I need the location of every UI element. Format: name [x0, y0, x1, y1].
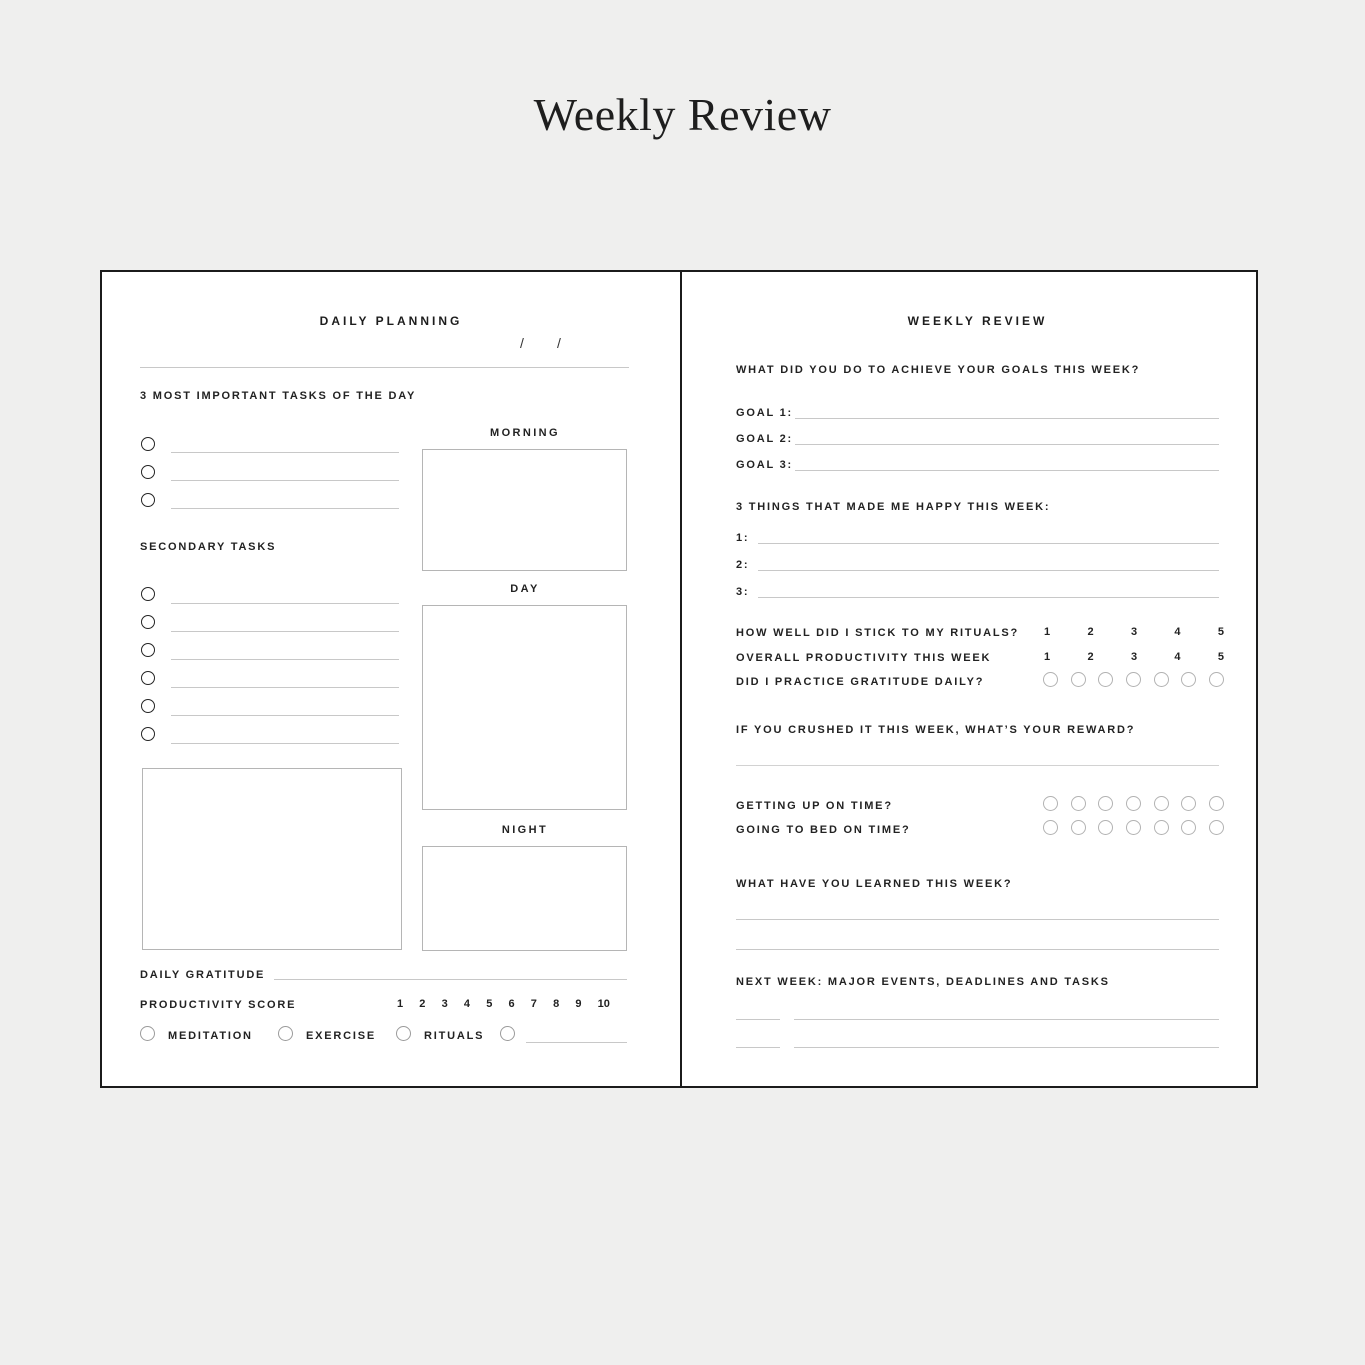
- productivity-score-label: PRODUCTIVITY SCORE: [140, 999, 297, 1011]
- notes-box[interactable]: [142, 768, 402, 950]
- night-label: NIGHT: [501, 824, 549, 836]
- scale-number[interactable]: 1: [397, 998, 404, 1010]
- scale-number[interactable]: 8: [553, 998, 560, 1010]
- going-to-bed-question: GOING TO BED ON TIME?: [736, 824, 911, 836]
- task-input-line[interactable]: [171, 659, 399, 660]
- morning-box[interactable]: [422, 449, 627, 571]
- gratitude-input-line[interactable]: [274, 979, 627, 980]
- important-tasks-heading: 3 MOST IMPORTANT TASKS OF THE DAY: [140, 390, 417, 402]
- task-input-line[interactable]: [171, 452, 399, 453]
- gratitude-day-circles: [1043, 672, 1224, 687]
- rating-number[interactable]: 4: [1174, 626, 1181, 638]
- exercise-checkbox[interactable]: [278, 1026, 293, 1041]
- day-circle[interactable]: [1126, 796, 1141, 811]
- scale-number[interactable]: 5: [486, 998, 493, 1010]
- day-circle[interactable]: [1043, 796, 1058, 811]
- meditation-label: MEDITATION: [168, 1030, 253, 1042]
- day-circle[interactable]: [1071, 796, 1086, 811]
- day-label: DAY: [510, 583, 540, 595]
- morning-label: MORNING: [490, 427, 560, 439]
- rating-number[interactable]: 2: [1087, 626, 1094, 638]
- task-input-line[interactable]: [171, 715, 399, 716]
- goal-2-label: GOAL 2:: [736, 433, 794, 445]
- task-checkbox[interactable]: [141, 437, 155, 451]
- day-circle[interactable]: [1126, 672, 1141, 687]
- goal-1-input-line[interactable]: [795, 418, 1219, 419]
- task-input-line[interactable]: [171, 687, 399, 688]
- task-checkbox[interactable]: [141, 671, 155, 685]
- scale-number[interactable]: 7: [530, 998, 537, 1010]
- scale-number[interactable]: 4: [463, 998, 471, 1010]
- rituals-checkbox[interactable]: [396, 1026, 411, 1041]
- meditation-checkbox[interactable]: [140, 1026, 155, 1041]
- daily-gratitude-label: DAILY GRATITUDE: [140, 969, 266, 981]
- goal-3-label: GOAL 3:: [736, 459, 794, 471]
- task-checkbox[interactable]: [141, 699, 155, 713]
- planner-spread: [100, 270, 1258, 1088]
- happy-1-label: 1:: [736, 532, 750, 544]
- day-circle[interactable]: [1181, 820, 1196, 835]
- other-habit-input-line[interactable]: [526, 1042, 627, 1043]
- date-input-line[interactable]: [140, 367, 629, 368]
- rating-number[interactable]: 1: [1044, 626, 1051, 638]
- task-checkbox[interactable]: [141, 643, 155, 657]
- day-circle[interactable]: [1209, 672, 1224, 687]
- exercise-label: EXERCISE: [306, 1030, 377, 1042]
- day-circle[interactable]: [1098, 672, 1113, 687]
- day-circle[interactable]: [1154, 820, 1169, 835]
- day-circle[interactable]: [1209, 796, 1224, 811]
- rating-number[interactable]: 5: [1217, 651, 1224, 663]
- rating-number[interactable]: 1: [1044, 651, 1051, 663]
- night-box[interactable]: [422, 846, 627, 951]
- happy-3-label: 3:: [736, 586, 750, 598]
- page-title: Weekly Review: [533, 89, 832, 140]
- day-circle[interactable]: [1126, 820, 1141, 835]
- day-circle[interactable]: [1043, 672, 1058, 687]
- task-checkbox[interactable]: [141, 587, 155, 601]
- productivity-scale: [397, 998, 610, 1010]
- day-circle[interactable]: [1209, 820, 1224, 835]
- task-input-line[interactable]: [171, 480, 399, 481]
- goal-2-input-line[interactable]: [795, 444, 1219, 445]
- rating-number[interactable]: 2: [1087, 651, 1094, 663]
- happy-1-input-line[interactable]: [758, 543, 1219, 544]
- scale-number[interactable]: 10: [597, 998, 610, 1010]
- happy-2-input-line[interactable]: [758, 570, 1219, 571]
- getting-up-day-circles: [1043, 796, 1224, 811]
- going-to-bed-day-circles: [1043, 820, 1224, 835]
- day-box[interactable]: [422, 605, 627, 810]
- next-week-date-line[interactable]: [736, 1047, 780, 1048]
- happy-2-label: 2:: [736, 559, 750, 571]
- weekly-review-header: WEEKLY REVIEW: [907, 314, 1048, 328]
- overall-productivity-question: OVERALL PRODUCTIVITY THIS WEEK: [736, 652, 992, 664]
- day-circle[interactable]: [1098, 820, 1113, 835]
- task-checkbox[interactable]: [141, 493, 155, 507]
- day-circle[interactable]: [1154, 796, 1169, 811]
- goal-1-label: GOAL 1:: [736, 407, 794, 419]
- task-input-line[interactable]: [171, 508, 399, 509]
- day-circle[interactable]: [1181, 796, 1196, 811]
- learned-question: WHAT HAVE YOU LEARNED THIS WEEK?: [736, 878, 1013, 890]
- next-week-heading: NEXT WEEK: MAJOR EVENTS, DEADLINES AND TASKS: [736, 976, 1110, 988]
- next-week-date-line[interactable]: [736, 1019, 780, 1020]
- task-input-line[interactable]: [171, 743, 399, 744]
- task-checkbox[interactable]: [141, 615, 155, 629]
- task-checkbox[interactable]: [141, 465, 155, 479]
- getting-up-question: GETTING UP ON TIME?: [736, 800, 893, 812]
- goal-3-input-line[interactable]: [795, 470, 1219, 471]
- scale-number[interactable]: 2: [419, 998, 426, 1010]
- day-circle[interactable]: [1071, 820, 1086, 835]
- rituals-label: RITUALS: [424, 1030, 485, 1042]
- rating-number[interactable]: 3: [1130, 626, 1138, 638]
- date-slash: /: [557, 335, 561, 351]
- daily-planning-page: [102, 272, 680, 1086]
- reward-input-line[interactable]: [736, 765, 1219, 766]
- day-circle[interactable]: [1181, 672, 1196, 687]
- goals-question: WHAT DID YOU DO TO ACHIEVE YOUR GOALS THIS WEEK?: [736, 364, 1141, 376]
- secondary-tasks-heading: SECONDARY TASKS: [140, 541, 277, 553]
- daily-planning-header: DAILY PLANNING: [319, 314, 463, 328]
- scale-number[interactable]: 6: [508, 998, 515, 1010]
- rituals-question: HOW WELL DID I STICK TO MY RITUALS?: [736, 627, 1019, 639]
- weekly-review-page: [682, 272, 1260, 1086]
- day-circle[interactable]: [1154, 672, 1169, 687]
- rating-number[interactable]: 3: [1130, 651, 1138, 663]
- day-circle[interactable]: [1043, 820, 1058, 835]
- next-week-task-line[interactable]: [794, 1019, 1219, 1020]
- rating-number[interactable]: 4: [1174, 651, 1181, 663]
- task-checkbox[interactable]: [141, 727, 155, 741]
- rituals-rating-scale: [1044, 626, 1224, 638]
- scale-number[interactable]: 9: [575, 998, 582, 1010]
- next-week-task-line[interactable]: [794, 1047, 1219, 1048]
- productivity-rating-scale: [1044, 651, 1224, 663]
- task-input-line[interactable]: [171, 631, 399, 632]
- day-circle[interactable]: [1071, 672, 1086, 687]
- happy-3-input-line[interactable]: [758, 597, 1219, 598]
- happy-things-heading: 3 THINGS THAT MADE ME HAPPY THIS WEEK:: [736, 501, 1051, 513]
- other-habit-checkbox[interactable]: [500, 1026, 515, 1041]
- date-slash: /: [520, 335, 524, 351]
- rating-number[interactable]: 5: [1217, 626, 1224, 638]
- task-input-line[interactable]: [171, 603, 399, 604]
- gratitude-question: DID I PRACTICE GRATITUDE DAILY?: [736, 676, 985, 688]
- learned-input-line[interactable]: [736, 919, 1219, 920]
- scale-number[interactable]: 3: [441, 998, 448, 1010]
- learned-input-line[interactable]: [736, 949, 1219, 950]
- reward-question: IF YOU CRUSHED IT THIS WEEK, WHAT’S YOUR REWARD?: [736, 724, 1136, 736]
- day-circle[interactable]: [1098, 796, 1113, 811]
